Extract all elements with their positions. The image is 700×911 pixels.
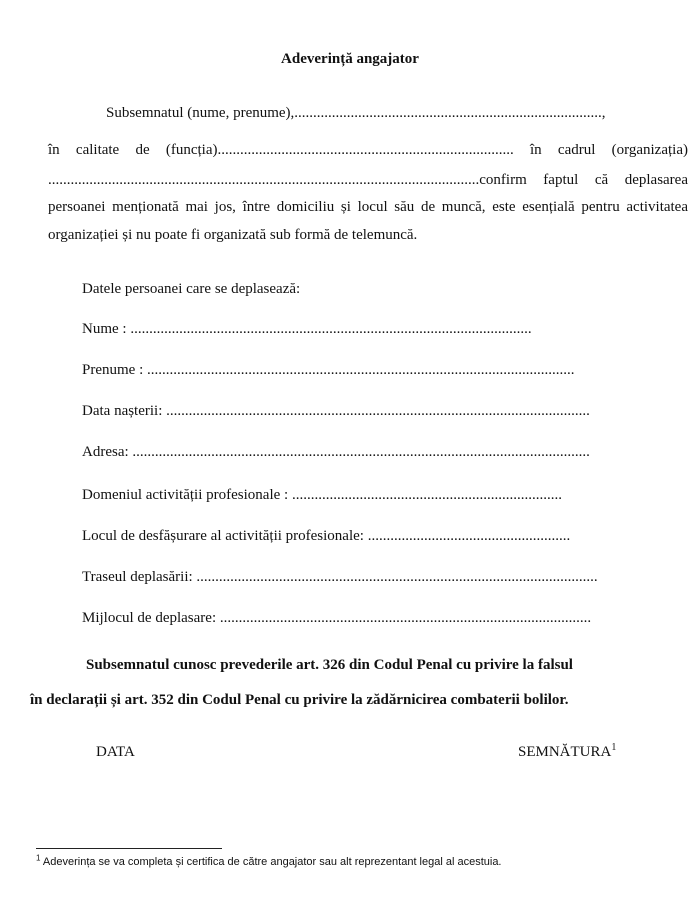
person-data-heading: Datele persoanei care se deplasează: xyxy=(82,281,301,297)
field-traseul-deplasarii: Traseul deplasării: ........................................................................................................... xyxy=(82,569,598,585)
footnote-mark: 1 xyxy=(36,853,41,863)
footnote-separator xyxy=(36,848,222,849)
field-locul-desfasurare: Locul de desfășurare al activității profesionale: ...................................................... xyxy=(82,528,571,544)
intro-line-2: în calitate de (funcția)............................................................................... în cadrul (organizația) xyxy=(48,142,688,158)
field-data-nasterii: Data nașterii: ................................................................................................................. xyxy=(82,403,590,419)
intro-line-4: persoanei menționată mai jos, între domiciliu și locul său de muncă, este esențială pentru activitatea xyxy=(48,199,688,215)
field-mijlocul-deplasare: Mijlocul de deplasare: ................................................................................................... xyxy=(82,610,592,626)
intro-line-5: organizației și nu poate fi organizată sub formă de telemuncă. xyxy=(48,227,418,243)
footnote xyxy=(36,853,502,869)
document-title: Adeverință angajator xyxy=(281,51,419,67)
field-prenume: Prenume : .................................................................................................................. xyxy=(82,362,575,378)
field-nume: Nume : ........................................................................................................... xyxy=(82,321,532,337)
declaration-line-1: Subsemnatul cunosc prevederile art. 326 din Codul Penal cu privire la falsul xyxy=(86,657,573,673)
signature-text: SEMNĂTURA xyxy=(518,744,612,760)
intro-line-1: Subsemnatul (nume, prenume),.................................................................................., xyxy=(106,105,606,121)
footnote-reference: 1 xyxy=(611,742,617,753)
field-adresa: Adresa: .......................................................................................................................... xyxy=(82,444,590,460)
intro-line-3: ...................................................................................................................confirm faptul că deplasarea xyxy=(48,172,688,188)
field-domeniul-activitatii: Domeniul activității profesionale : ........................................................................ xyxy=(82,487,562,503)
declaration-line-2: în declarații și art. 352 din Codul Penal cu privire la zădărnicirea combaterii bolilor. xyxy=(30,692,569,708)
footnote-text: Adeverința se va completa și certifica de către angajator sau alt reprezentant legal al acestuia. xyxy=(40,856,502,868)
signature-label xyxy=(518,743,616,761)
date-label: DATA xyxy=(96,744,135,760)
